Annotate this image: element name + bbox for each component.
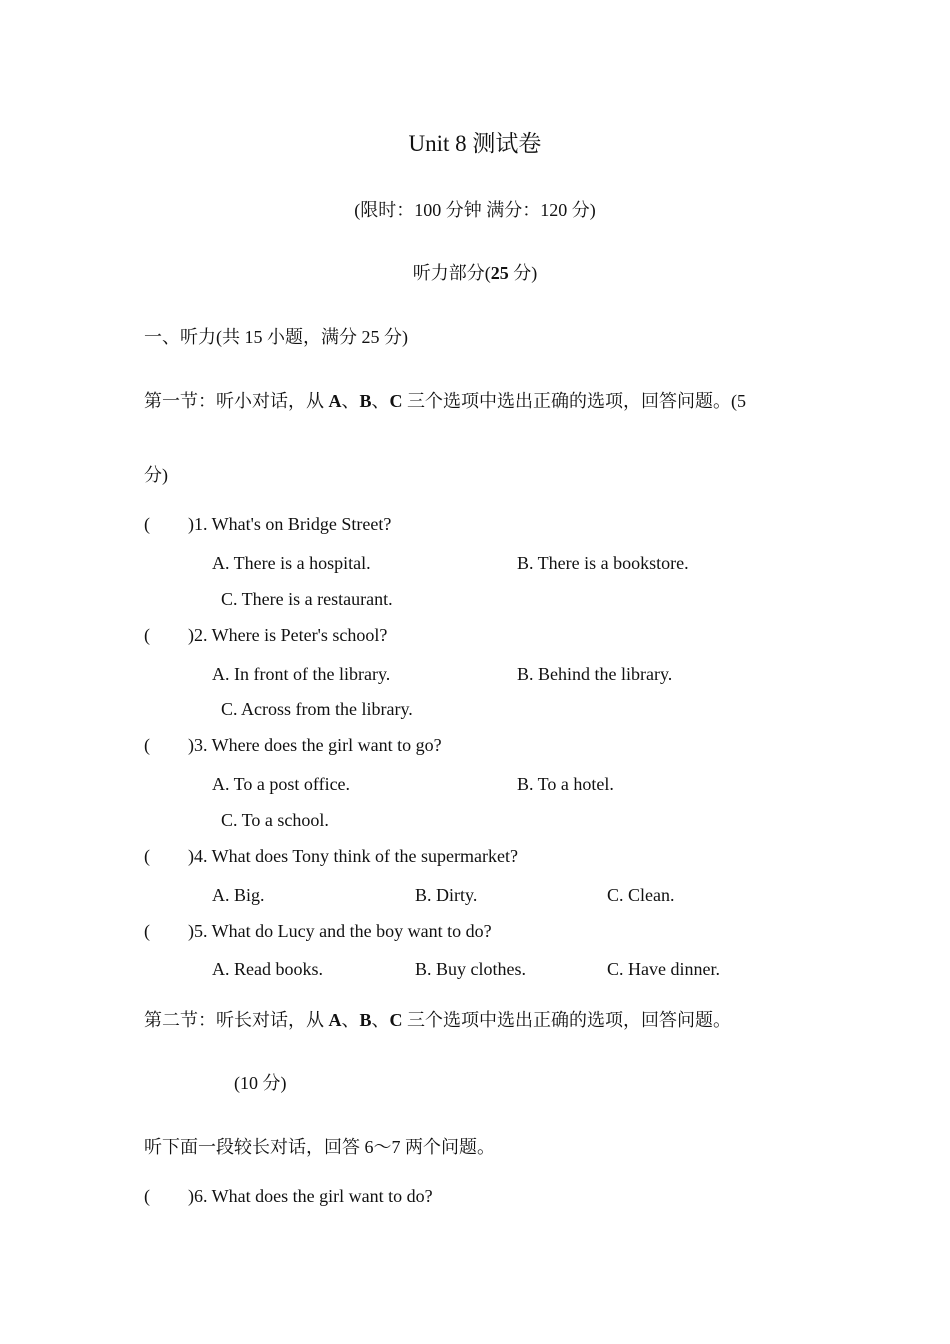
question-5 (144, 919, 492, 943)
subsection-1-instructions (144, 389, 746, 413)
q5-option-b: B. Buy clothes. (415, 959, 526, 979)
option-letter-b: B (359, 1010, 372, 1030)
option-letter-a: A (328, 1010, 342, 1030)
question-stem: )2. Where is Peter's school? (188, 625, 388, 645)
q1-option-b: B. There is a bookstore. (517, 553, 689, 573)
part-title-prefix: 听力部分( (412, 263, 491, 283)
question-stem: )3. Where does the girl want to go? (188, 735, 442, 755)
subsection-2-text: 第二节：听长对话，从 (144, 1010, 329, 1030)
dialogue-instruction: 听下面一段较长对话，回答 6～7 两个问题。 (144, 1137, 495, 1157)
part-title-score: 25 (490, 263, 509, 283)
answer-blank[interactable]: ( (144, 1186, 150, 1206)
q4-option-b: B. Dirty. (415, 885, 478, 905)
q5-option-c: C. Have dinner. (607, 959, 720, 979)
section-heading: 一、听力(共 15 小题，满分 25 分) (144, 327, 408, 347)
option-letter-c: C (389, 391, 403, 411)
separator: 、 (371, 1010, 390, 1030)
q2-option-c: C. Across from the library. (221, 699, 413, 719)
q2-option-a: A. In front of the library. (212, 664, 391, 684)
q1-option-c: C. There is a restaurant. (221, 589, 393, 609)
q4-option-c: C. Clean. (607, 885, 675, 905)
q1-option-a: A. There is a hospital. (212, 553, 371, 573)
subsection-1-text: 第一节：听小对话，从 (144, 391, 329, 411)
separator: 、 (341, 1010, 360, 1030)
question-stem: )5. What do Lucy and the boy want to do? (188, 921, 492, 941)
answer-blank[interactable]: ( (144, 735, 150, 755)
part-title (0, 261, 950, 285)
option-letter-a: A (328, 391, 342, 411)
question-3 (144, 733, 442, 757)
answer-blank[interactable]: ( (144, 625, 150, 645)
question-6 (144, 1184, 433, 1208)
page-title: Unit 8 测试卷 (408, 131, 542, 156)
answer-blank[interactable]: ( (144, 514, 150, 534)
question-stem: )4. What does Tony think of the supermarket? (188, 846, 518, 866)
separator: 、 (341, 391, 360, 411)
question-stem: )6. What does the girl want to do? (188, 1186, 433, 1206)
q3-option-b: B. To a hotel. (517, 774, 614, 794)
subsection-1-instructions-cont: 分) (144, 465, 168, 485)
option-letter-b: B (359, 391, 372, 411)
part-title-suffix: 分) (508, 263, 538, 283)
q5-option-a: A. Read books. (212, 959, 323, 979)
question-stem: )1. What's on Bridge Street? (188, 514, 392, 534)
question-2 (144, 623, 387, 647)
subsection-2-instructions (144, 1008, 731, 1032)
q4-option-a: A. Big. (212, 885, 265, 905)
time-score-limits: (限时：100 分钟 满分：120 分) (354, 200, 596, 220)
answer-blank[interactable]: ( (144, 846, 150, 866)
subsection-2-points: (10 分) (234, 1073, 287, 1093)
question-4 (144, 844, 518, 868)
question-1 (144, 512, 391, 536)
q2-option-b: B. Behind the library. (517, 664, 673, 684)
subsection-1-text-end: 三个选项中选出正确的选项，回答问题。(5 (402, 391, 747, 411)
answer-blank[interactable]: ( (144, 921, 150, 941)
q3-option-c: C. To a school. (221, 810, 329, 830)
subsection-2-text-end: 三个选项中选出正确的选项，回答问题。 (402, 1010, 732, 1030)
q3-option-a: A. To a post office. (212, 774, 351, 794)
separator: 、 (371, 391, 390, 411)
option-letter-c: C (389, 1010, 403, 1030)
